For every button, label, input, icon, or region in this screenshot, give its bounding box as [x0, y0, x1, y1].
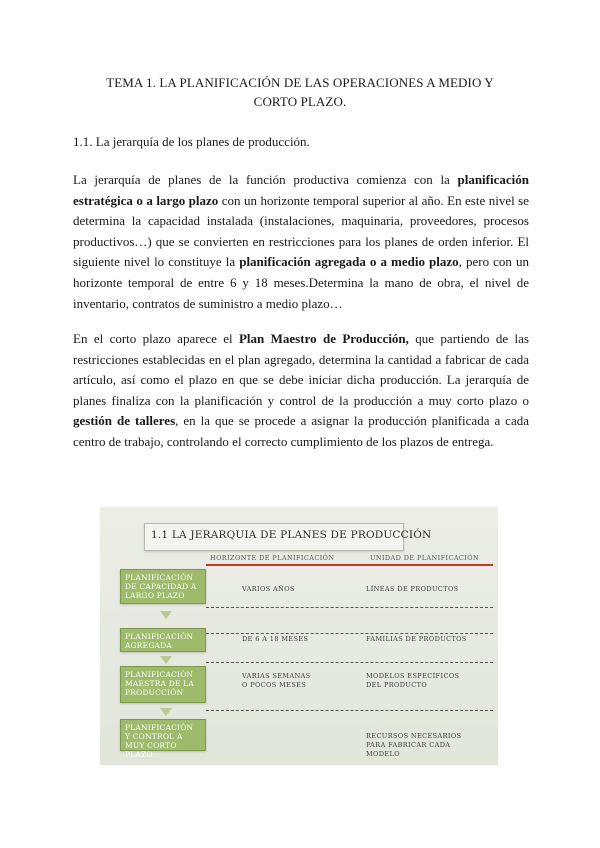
section-heading: 1.1. La jerarquía de los planes de producción.	[73, 134, 310, 149]
horizon-cell-1: VARIOS AÑOS	[242, 585, 295, 593]
hierarchy-figure	[100, 507, 498, 765]
paragraph-1-bold-2: planificación agregada o a medio plazo	[239, 254, 459, 270]
title-line-2: CORTO PLAZO.	[253, 94, 347, 109]
paragraph-1	[73, 170, 529, 314]
unit-cell-2: FAMILIAS DE PRODUCTOS	[366, 635, 467, 643]
paragraph-2	[73, 329, 529, 453]
paragraph-2-text-1: En el corto plazo aparece el	[73, 331, 239, 346]
paragraph-1-bold-1: planificación estratégica o a largo plazo	[73, 172, 529, 208]
row-divider	[206, 633, 493, 634]
paragraph-2-text-2: que partiendo de las restricciones establecidas en el plan agregado, determina la cantidad a fabricar de cada artículo, así como el plazo en que se debe iniciar dicha producción. La jerarquía de planes finaliza con la planificación y control de la producción a muy corto plazo o	[73, 331, 529, 408]
page-title	[80, 73, 520, 111]
down-arrow-icon	[160, 708, 172, 716]
title-line-1: TEMA 1. LA PLANIFICACIÓN DE LAS OPERACIONES A MEDIO Y	[106, 75, 494, 90]
unit-cell-3b: DEL PRODUCTO	[366, 681, 428, 689]
unit-cell-3a: MODELOS ESPECÍFICOS	[366, 672, 460, 680]
unit-cell-1: LÍNEAS DE PRODUCTOS	[366, 585, 459, 593]
paragraph-1-text-1: La jerarquía de planes de la función productiva comienza con la	[73, 172, 458, 187]
row-divider	[206, 710, 493, 711]
level-long-term: PLANIFICACIÓN DE CAPACIDAD A LARGO PLAZO	[120, 569, 206, 604]
level-aggregate: PLANIFICACIÓN AGREGADA	[120, 628, 206, 652]
unit-cell-4c: MODELO	[366, 750, 400, 758]
paragraph-1-text-3: , pero con un horizonte temporal de entre 6 y 18 meses.Determina la mano de obra, el nivel de inventario, contratos de suministro a medio plazo…	[73, 254, 530, 311]
row-divider	[206, 607, 493, 608]
level-short-term: PLANIFICACIÓN Y CONTROL A MUY CORTO PLAZO	[120, 719, 206, 751]
level-master: PLANIFICACIÓN MAESTRA DE LA PRODUCCIÓN	[120, 666, 206, 703]
horizon-cell-3a: VARIAS SEMANAS	[242, 672, 311, 680]
unit-cell-4a: RECURSOS NECESARIOS	[366, 732, 462, 740]
unit-cell-4b: PARA FABRICAR CADA	[366, 741, 451, 749]
horizon-cell-2: DE 6 A 18 MESES	[242, 635, 309, 643]
paragraph-2-text-3: , en la que se procede a asignar la producción planificada a cada centro de trabajo, controlando el correcto cumplimiento de los plazos de entrega.	[73, 413, 529, 449]
horizon-cell-3b: O POCOS MESES	[242, 681, 307, 689]
paragraph-2-bold-1: Plan Maestro de Producción,	[238, 331, 409, 346]
figure-title-box	[144, 523, 432, 551]
down-arrow-icon	[160, 611, 172, 619]
figure-title: 1.1 LA JERARQUIA DE PLANES DE PRODUCCIÓN	[151, 529, 432, 541]
header-unit: UNIDAD DE PLANIFICACIÓN	[370, 554, 480, 562]
down-arrow-icon	[160, 656, 172, 664]
row-divider	[206, 662, 493, 663]
paragraph-1-text-2: con un horizonte temporal superior al año. En este nivel se determina la capacidad instalada (instalaciones, maquinaria, proveedores, procesos productivos…) que se convierten en restricciones para los planes de orden inferior. El siguiente nivel lo constituye la	[73, 192, 530, 270]
header-horizon: HORIZONTE DE PLANIFICACIÓN	[210, 554, 335, 562]
header-underline	[206, 564, 493, 566]
paragraph-2-bold-2: gestión de talleres	[73, 413, 176, 429]
